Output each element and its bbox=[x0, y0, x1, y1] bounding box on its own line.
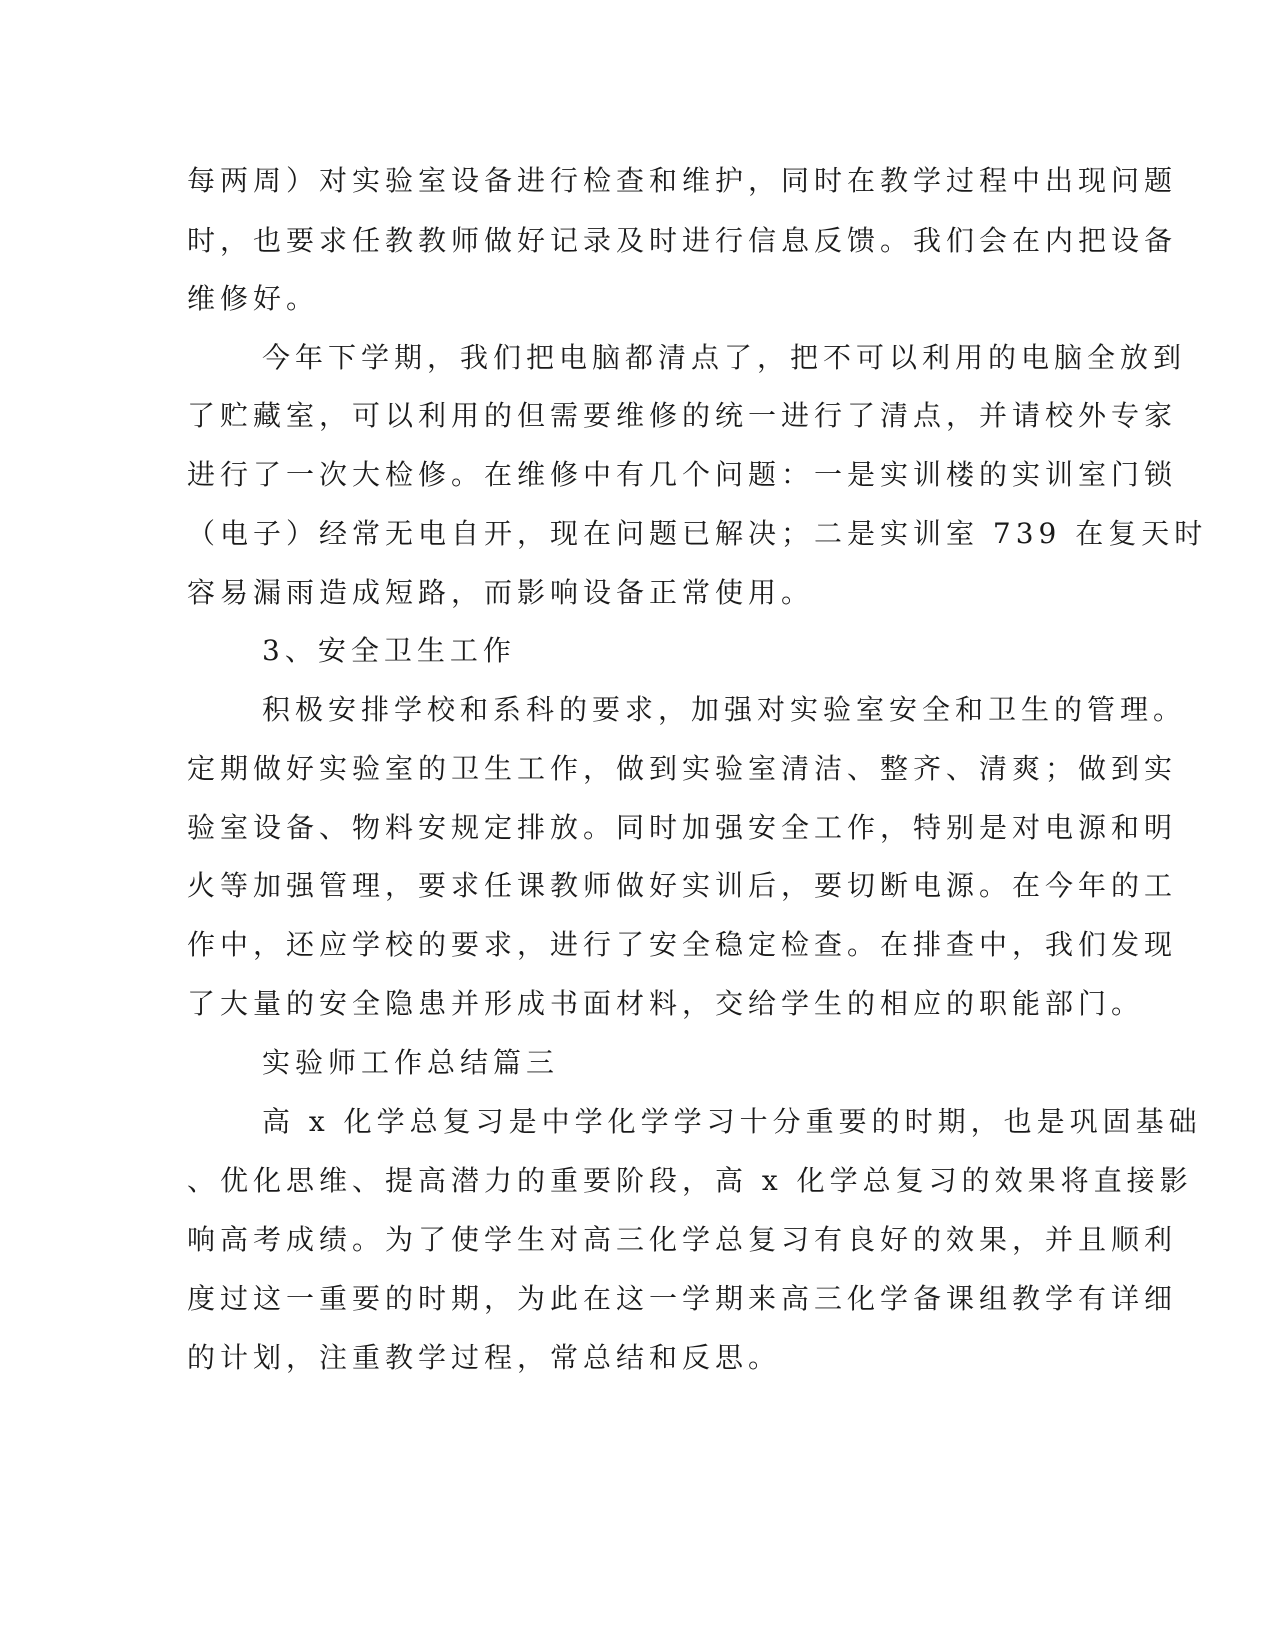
text-line: 作中，还应学校的要求，进行了安全稳定检查。在排查中，我们发现 bbox=[187, 928, 1178, 961]
text-line: 容易漏雨造成短路，而影响设备正常使用。 bbox=[187, 576, 815, 609]
text-line: 高 x 化学总复习是中学化学学习十分重要的时期，也是巩固基础 bbox=[262, 1105, 1202, 1138]
text-line: 维修好。 bbox=[187, 282, 320, 315]
text-line: 今年下学期，我们把电脑都清点了，把不可以利用的电脑全放到 bbox=[262, 341, 1187, 374]
text-line: 、优化思维、提高潜力的重要阶段，高 x 化学总复习的效果将直接影 bbox=[187, 1164, 1193, 1197]
section-heading: 3、安全卫生工作 bbox=[262, 634, 516, 667]
text-line: 时，也要求任教教师做好记录及时进行信息反馈。我们会在内把设备 bbox=[187, 224, 1178, 257]
text-line: 度过这一重要的时期，为此在这一学期来高三化学备课组教学有详细 bbox=[187, 1282, 1178, 1315]
text-line: （电子）经常无电自开，现在问题已解决；二是实训室 739 在复天时 bbox=[187, 517, 1208, 550]
text-line: 定期做好实验室的卫生工作，做到实验室清洁、整齐、清爽；做到实 bbox=[187, 752, 1178, 785]
section-title: 实验师工作总结篇三 bbox=[262, 1046, 560, 1079]
text-line: 了大量的安全隐患并形成书面材料，交给学生的相应的职能部门。 bbox=[187, 987, 1145, 1020]
text-line: 验室设备、物料安规定排放。同时加强安全工作，特别是对电源和明 bbox=[187, 811, 1178, 844]
text-line: 每两周）对实验室设备进行检查和维护，同时在教学过程中出现问题 bbox=[187, 164, 1178, 197]
text-line: 的计划，注重教学过程，常总结和反思。 bbox=[187, 1341, 782, 1374]
text-line: 进行了一次大检修。在维修中有几个问题：一是实训楼的实训室门锁 bbox=[187, 458, 1178, 491]
text-line: 积极安排学校和系科的要求，加强对实验室安全和卫生的管理。 bbox=[262, 693, 1187, 726]
text-line: 响高考成绩。为了使学生对高三化学总复习有良好的效果，并且顺利 bbox=[187, 1223, 1178, 1256]
text-line: 火等加强管理，要求任课教师做好实训后，要切断电源。在今年的工 bbox=[187, 869, 1178, 902]
text-line: 了贮藏室，可以利用的但需要维修的统一进行了清点，并请校外专家 bbox=[187, 399, 1178, 432]
